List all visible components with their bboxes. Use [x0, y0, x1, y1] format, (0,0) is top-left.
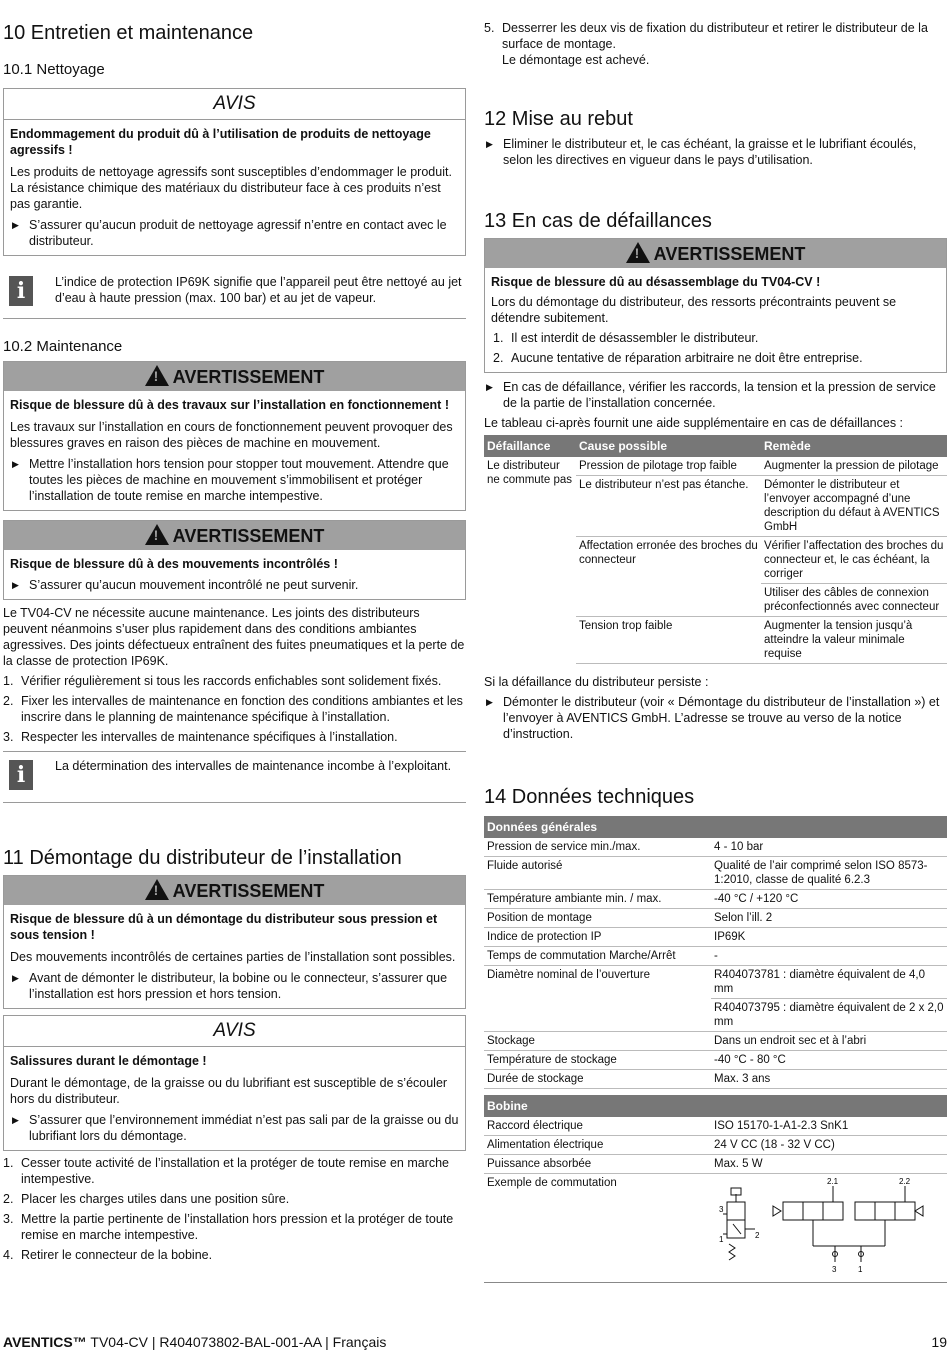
warning-heading: Risque de blessure dû à des mouvements incontrôlés !: [10, 557, 338, 571]
warning-triangle-icon: [626, 242, 650, 263]
table-row: R404073795 : diamètre équivalent de 2 x 2,0 mm: [484, 999, 947, 1032]
table-cell: Pression de pilotage trop faible: [576, 457, 761, 476]
notice-text: Les produits de nettoyage agressifs sont susceptibles d’endommager le produit. La résistance chimique des matériaux du distributeur face à ces produits n’est pas garantie.: [10, 165, 452, 211]
warning-bullet: ▶ Avant de démonter le distributeur, la bobine ou le connecteur, s’assurer que l’installation est hors pression et hors tension.: [10, 970, 459, 1002]
section-10-1-title: 10.1 Nettoyage: [3, 61, 105, 78]
table-row: Stockage Dans un endroit sec et à l’abri: [484, 1032, 947, 1051]
warning-box-uncontrolled: [3, 520, 466, 600]
info-icon: i: [9, 276, 33, 306]
table-cell: Utiliser des câbles de connexion préconfectionnés avec connecteur: [761, 584, 947, 617]
info-text: La détermination des intervalles de maintenance incombe à l’exploitant.: [55, 759, 452, 773]
table-row: Durée de stockage Max. 3 ans: [484, 1070, 947, 1089]
avis-label: AVIS: [4, 89, 465, 120]
persist-bullet: ▶ Démonter le distributeur (voir « Démontage du distributeur de l’installation ») et l’envoyer à AVENTICS GmbH. L’adresse se trouve au verso de la notice d’instruction.: [484, 694, 947, 742]
table-row: Température ambiante min. / max. -40 °C / +120 °C: [484, 890, 947, 909]
step-item: 3. Mettre la partie pertinente de l’installation hors pression et la protéger de toute remise en marche intempestive.: [3, 1212, 454, 1242]
table-row: Pression de service min./max. 4 - 10 bar: [484, 838, 947, 857]
info-text: L’indice de protection IP69K signifie que l’appareil peut être nettoyé au jet d’eau à haute pression (max. 100 bar) et au jet de vapeur.: [55, 275, 462, 305]
fault-bullet: ▶ En cas de défaillance, vérifier les raccords, la tension et la pression de service de la partie de l’installation concernée.: [484, 379, 947, 411]
group-header: Données générales: [484, 816, 947, 838]
notice-heading: Salissures durant le démontage !: [10, 1054, 207, 1068]
table-row: Alimentation électrique 24 V CC (18 - 32 V CC): [484, 1136, 947, 1155]
table-row: [484, 457, 947, 476]
notice-heading: Endommagement du produit dû à l’utilisation de produits de nettoyage agressifs !: [10, 127, 431, 157]
warning-text: Les travaux sur l’installation en cours de fonctionnement peuvent provoquer des blessures graves en raison des pièces de machine en mouvement.: [10, 420, 453, 450]
footer-brand: AVENTICS™: [3, 1334, 87, 1350]
step-item: 4. Retirer le connecteur de la bobine.: [3, 1248, 213, 1262]
warning-box-disassembly: [3, 875, 466, 1009]
step-item: 1. Vérifier régulièrement si tous les raccords enfichables sont solidement fixés.: [3, 674, 442, 688]
table-header-row: [484, 435, 947, 457]
port-label: 2: [755, 1231, 760, 1240]
table-cell: Le distributeur ne commute pas: [487, 460, 573, 486]
table-row: Indice de protection IP IP69K: [484, 928, 947, 947]
step-item: 2. Fixer les intervalles de maintenance en fonction des conditions ambiantes et les inscrire dans le planning de maintenance spécifique à l’installation.: [3, 694, 463, 724]
warning-text: Des mouvements incontrôlés de certaines parties de l’installation sont possibles.: [10, 950, 456, 964]
warning-triangle-icon: [145, 365, 169, 386]
disposal-bullet: ▶ Eliminer le distributeur et, le cas échéant, la graisse et le lubrifiant écoulés, selon les directives en vigueur dans le pays d’utilisation.: [484, 136, 947, 168]
table-header-row: [484, 816, 947, 838]
warning-bullet: ▶ Mettre l’installation hors tension pour stopper tout mouvement. Attendre que toutes les pièces de machine en mouvement s’immobilisent et protéger l’installation de toute remise en marche intempestive.: [10, 456, 459, 504]
warning-label: AVERTISSEMENT: [172, 367, 325, 387]
page-footer: [3, 1334, 947, 1350]
step-item: 2. Placer les charges utiles dans une position sûre.: [3, 1192, 290, 1206]
table-row: Raccord électrique ISO 15170-1-A1-2.3 SnK1: [484, 1117, 947, 1136]
port-label: 2.2: [899, 1177, 911, 1186]
maintenance-paragraph: Le TV04-CV ne nécessite aucune maintenance. Les joints des distributeurs peuvent néanmoins s’user plus rapidement dans des conditions ambiantes agressives. Des joints défectueux entraînent des fuites pneumatiques et la perte de la classe de protection IP69K.: [3, 606, 465, 668]
group-header: Bobine: [484, 1095, 947, 1117]
right-column: [484, 20, 947, 1283]
section-10-title: 10 Entretien et maintenance: [3, 22, 254, 44]
table-cell: Le distributeur n’est pas étanche.: [576, 476, 761, 537]
warning-heading: Risque de blessure dû à des travaux sur l’installation en fonctionnement !: [10, 398, 449, 412]
page-number: 19: [931, 1334, 947, 1350]
table-row: Temps de commutation Marche/Arrêt -: [484, 947, 947, 966]
table-cell: Affectation erronée des broches du connecteur: [579, 540, 758, 566]
section-11-title: 11 Démontage du distributeur de l’installation: [3, 847, 402, 869]
step-item: 3. Respecter les intervalles de maintenance spécifiques à l’installation.: [3, 730, 398, 744]
warning-box-operation: [3, 361, 466, 511]
maintenance-steps: [3, 673, 466, 745]
footer-doc-ref: TV04-CV | R404073802-BAL-001-AA | Français: [86, 1334, 387, 1350]
avis-notice-cleaning: [3, 88, 466, 256]
warning-bullet: ▶ S’assurer qu’aucun mouvement incontrôlé ne peut survenir.: [10, 577, 459, 593]
section-14-title: 14 Données techniques: [484, 786, 695, 808]
table-row: Position de montage Selon l’ill. 2: [484, 909, 947, 928]
fault-table: [484, 435, 947, 664]
info-icon: i: [9, 760, 33, 790]
table-row: Exemple de commutation 3 2 1 2.1 2.2 3 1: [484, 1174, 947, 1283]
section-12-title: 12 Mise au rebut: [484, 108, 633, 130]
step-item: 1. Cesser toute activité de l’installation et la protéger de toute remise en marche intempestive.: [3, 1156, 450, 1186]
info-note-ip69k: [3, 268, 466, 319]
section-13-title: 13 En cas de défaillances: [484, 210, 712, 232]
warning-label: AVERTISSEMENT: [653, 244, 806, 264]
table-row: Température de stockage -40 °C - 80 °C: [484, 1051, 947, 1070]
warning-item: 1. Il est interdit de désassembler le distributeur.: [493, 331, 759, 345]
port-label: 1: [858, 1265, 863, 1274]
disassembly-result: Le démontage est achevé.: [502, 53, 650, 67]
warning-triangle-icon: [145, 524, 169, 545]
port-label: 1: [719, 1235, 724, 1244]
left-column: [3, 20, 466, 1263]
switching-symbol-diagram: [711, 1174, 947, 1278]
warning-label: AVERTISSEMENT: [172, 526, 325, 546]
table-row: Fluide autorisé Qualité de l’air comprimé selon ISO 8573-1:2010, classe de qualité 6.2.3: [484, 857, 947, 890]
table-row: Diamètre nominal de l’ouverture R404073781 : diamètre équivalent de 4,0 mm: [484, 966, 947, 999]
warning-item: 2. Aucune tentative de réparation arbitraire ne doit être entreprise.: [493, 351, 863, 365]
table-header-row: [484, 1095, 947, 1117]
avis-label: AVIS: [4, 1016, 465, 1047]
column-header: Défaillance: [484, 435, 576, 457]
table-cell: Augmenter la pression de pilotage: [761, 457, 947, 476]
info-note-intervals: [3, 751, 466, 803]
warning-label: AVERTISSEMENT: [172, 881, 325, 901]
table-cell: Tension trop faible: [576, 617, 761, 664]
port-label: 2.1: [827, 1177, 839, 1186]
warning-text: Lors du démontage du distributeur, des ressorts précontraints peuvent se détendre subitement.: [491, 295, 897, 325]
column-header: Cause possible: [576, 435, 761, 457]
table-row: Puissance absorbée Max. 5 W: [484, 1155, 947, 1174]
notice-bullet: ▶ S’assurer qu’aucun produit de nettoyage agressif n’entre en contact avec le distributeur.: [10, 217, 459, 249]
technical-data-table: [484, 816, 947, 1283]
warning-heading: Risque de blessure dû à un démontage du distributeur sous pression et sous tension !: [10, 912, 438, 942]
table-cell: Vérifier l’affectation des broches du connecteur et, le cas échéant, la corriger: [761, 537, 947, 584]
column-header: Remède: [761, 435, 947, 457]
notice-bullet: ▶ S’assurer que l’environnement immédiat n’est pas sali par de la graisse ou du lubrifiant lors du démontage.: [10, 1112, 459, 1144]
notice-text: Durant le démontage, de la graisse ou du lubrifiant est susceptible de s’écouler hors du distributeur.: [10, 1076, 448, 1106]
table-cell: [576, 584, 761, 617]
disassembly-steps: [3, 1155, 466, 1263]
warning-heading: Risque de blessure dû au désassemblage du TV04-CV !: [491, 275, 821, 289]
avis-notice-soiling: [3, 1015, 466, 1151]
warning-box-disassembling: [484, 238, 947, 373]
warning-triangle-icon: [145, 879, 169, 900]
persist-text: Si la défaillance du distributeur persiste :: [484, 675, 709, 689]
port-label: 3: [832, 1265, 837, 1274]
table-cell: Démonter le distributeur et l’envoyer accompagné d’une description du défaut à AVENTICS GmbH: [761, 476, 947, 537]
port-label: 3: [719, 1205, 724, 1214]
table-cell: Augmenter la tension jusqu’à atteindre la valeur minimale requise: [761, 617, 947, 664]
fault-table-intro: Le tableau ci-après fournit une aide supplémentaire en cas de défaillances :: [484, 416, 904, 430]
step-item: 5. Desserrer les deux vis de fixation du distributeur et retirer le distributeur de la surface de montage.: [484, 21, 928, 51]
section-10-2-title: 10.2 Maintenance: [3, 338, 123, 355]
